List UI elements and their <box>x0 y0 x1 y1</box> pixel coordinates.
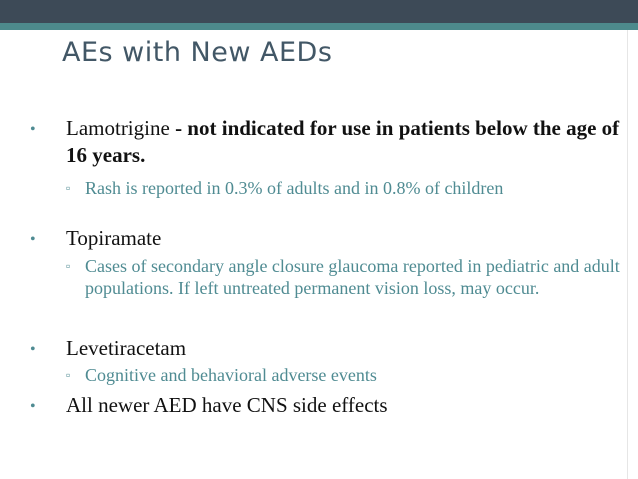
sub-bullet-marker: ▫ <box>66 368 71 382</box>
drug-name: Levetiracetam <box>66 336 187 360</box>
drug-name: Lamotrigine <box>66 116 170 140</box>
summary-statement: All newer AED have CNS side effects <box>66 393 388 417</box>
slide-title: AEs with New AEDs <box>62 37 333 68</box>
header-band-teal <box>0 23 638 30</box>
indication-warning: - not indicated for use in patients below the age of 16 years. <box>66 116 620 167</box>
header-band-dark <box>0 0 638 23</box>
sub-item-cognitive: Cognitive and behavioral adverse events <box>85 365 377 385</box>
list-item-topiramate <box>66 225 621 252</box>
sub-item-glaucoma: Cases of secondary angle closure glaucoma reported in pediatric and adult populations. If left untreated permanent vision loss, may occur. <box>85 256 620 298</box>
bullet-marker: • <box>30 121 36 138</box>
sub-item-rash: Rash is reported in 0.3% of adults and in 0.8% of children <box>85 178 504 198</box>
bullet-marker: • <box>30 398 36 415</box>
bullet-marker: • <box>30 231 36 248</box>
sub-bullet-marker: ▫ <box>66 181 71 195</box>
list-item-cns-effects <box>66 392 621 419</box>
bullet-marker: • <box>30 341 36 358</box>
drug-name: Topiramate <box>66 226 162 250</box>
list-item-levetiracetam <box>66 335 621 362</box>
right-divider <box>627 30 628 479</box>
sub-bullet-marker: ▫ <box>66 259 71 273</box>
list-item-lamotrigine <box>66 115 621 169</box>
